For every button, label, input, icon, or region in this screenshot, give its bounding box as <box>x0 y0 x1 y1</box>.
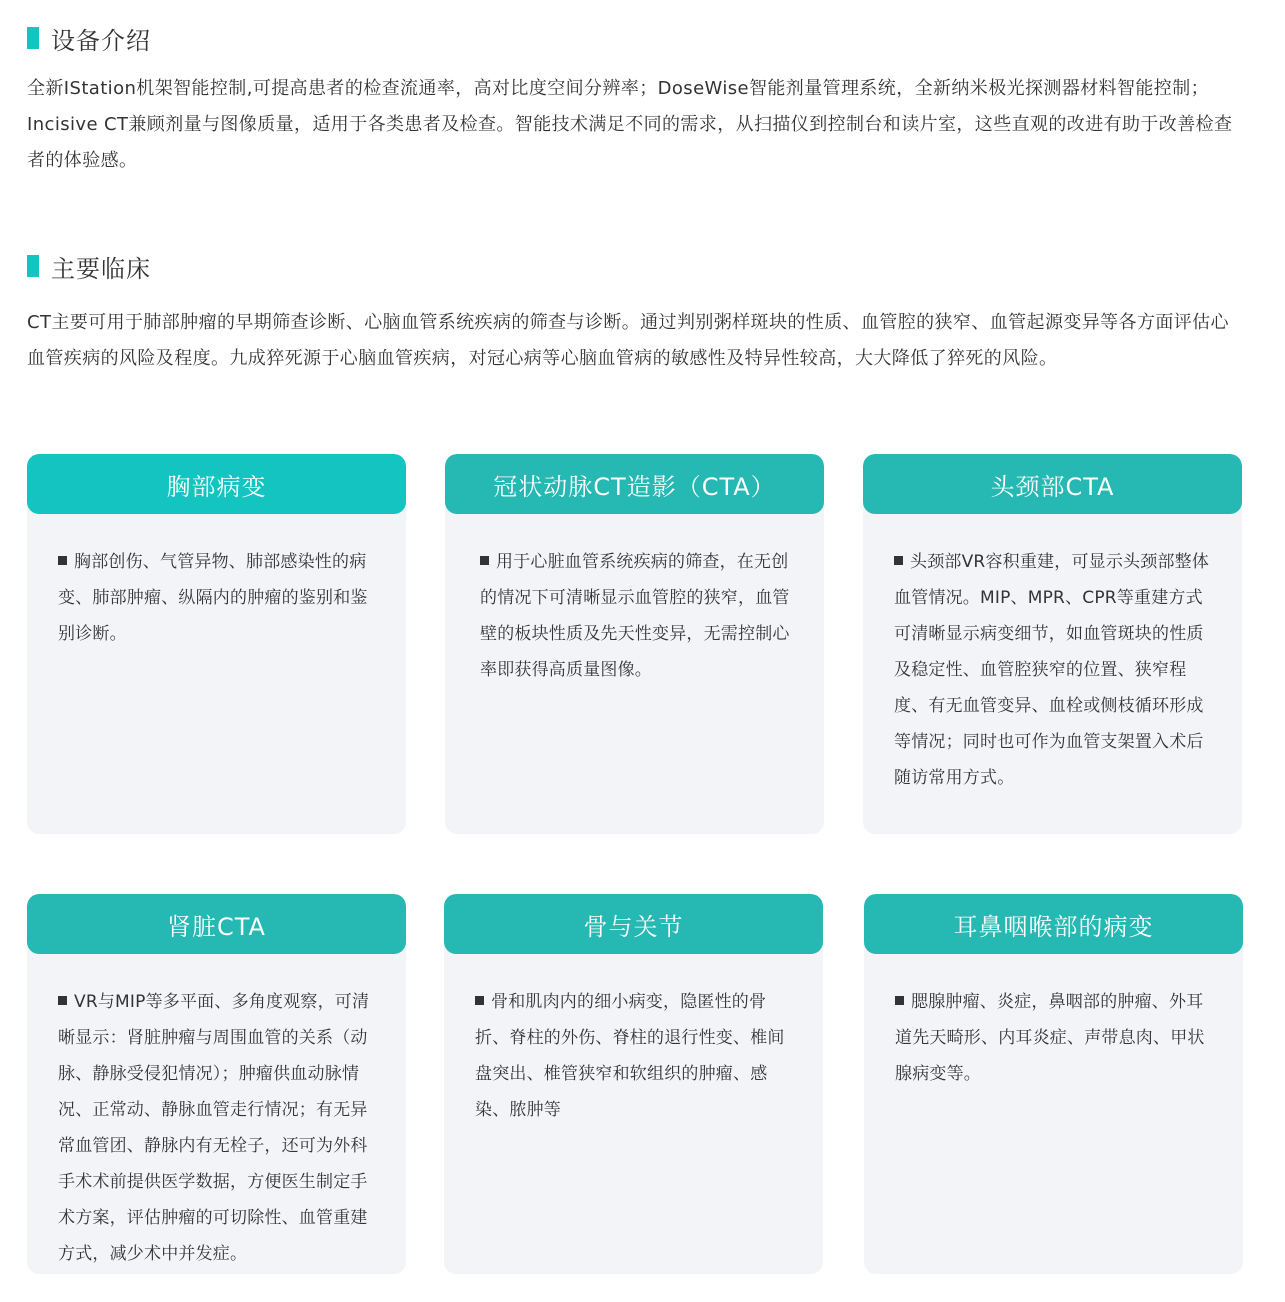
card-text: 胸部创伤、气管异物、肺部感染性的病变、肺部肿瘤、纵隔内的肿瘤的鉴别和鉴别诊断。 <box>58 552 368 644</box>
card-body <box>480 544 796 688</box>
square-bullet-icon <box>895 996 904 1005</box>
square-bullet-icon <box>894 556 903 565</box>
card-text: 腮腺肿瘤、炎症，鼻咽部的肿瘤、外耳道先天畸形、内耳炎症、声带息肉、甲状腺病变等。 <box>895 992 1205 1084</box>
card-body <box>58 544 378 652</box>
device-intro-paragraph: 全新IStation机架智能控制,可提高患者的检查流通率，高对比度空间分辨率；DoseWise智能剂量管理系统，全新纳米极光探测器材料智能控制； Incisive CT兼顾剂量与图像质量，适用于各类患者及检查。智能技术满足不同的需求，从扫描仪到控制台和读片室，这些直观的改进有助于改善检查者的体验感。 <box>27 78 1233 171</box>
square-bullet-icon <box>475 996 484 1005</box>
section-accent-bar <box>27 27 39 49</box>
section-title-text: 设备介绍 <box>51 26 151 55</box>
card-header: 头颈部CTA <box>863 454 1242 514</box>
card-header: 骨与关节 <box>444 894 823 954</box>
clinical-paragraph: CT主要可用于肺部肿瘤的早期筛查诊断、心脑血管系统疾病的筛查与诊断。通过判别粥样斑块的性质、血管腔的狭窄、血管起源变异等各方面评估心血管疾病的风险及程度。九成猝死源于心脑血管疾病，对冠心病等心脑血管病的敏感性及特异性较高，大大降低了猝死的风险。 <box>27 312 1229 369</box>
square-bullet-icon <box>58 556 67 565</box>
section-title-clinical <box>27 252 151 283</box>
card-kidney-cta <box>27 894 406 1274</box>
card-text: 头颈部VR容积重建，可显示头颈部整体血管情况。MIP、MPR、CPR等重建方式可清晰显示病变细节，如血管斑块的性质及稳定性、血管腔狭窄的位置、狭窄程度、有无血管变异、血栓或侧枝循环形成等情况；同时也可作为血管支架置入术后随访常用方式。 <box>894 552 1210 788</box>
card-head-neck-cta <box>863 454 1242 834</box>
card-header: 耳鼻咽喉部的病变 <box>864 894 1243 954</box>
card-ent <box>864 894 1243 1274</box>
card-bone-joint <box>444 894 823 1274</box>
square-bullet-icon <box>58 996 67 1005</box>
card-body <box>894 544 1214 796</box>
section-title-device-intro <box>27 24 151 55</box>
card-text: 骨和肌肉内的细小病变，隐匿性的骨折、脊柱的外伤、脊柱的退行性变、椎间盘突出、椎管狭窄和软组织的肿瘤、感染、脓肿等 <box>475 992 785 1120</box>
card-body <box>475 984 795 1128</box>
card-header: 冠状动脉CT造影（CTA） <box>445 454 824 514</box>
card-text: VR与MIP等多平面、多角度观察，可清晰显示：肾脏肿瘤与周围血管的关系（动脉、静脉受侵犯情况）；肿瘤供血动脉情况、正常动、静脉血管走行情况；有无异常血管团、静脉内有无栓子，还可为外科手术术前提供医学数据，方便医生制定手术方案，评估肿瘤的可切除性、血管重建方式，减少术中并发症。 <box>58 992 370 1264</box>
card-coronary-cta <box>445 454 824 834</box>
section-accent-bar <box>27 255 39 277</box>
card-chest <box>27 454 406 834</box>
card-body <box>58 984 378 1272</box>
card-header: 胸部病变 <box>27 454 406 514</box>
square-bullet-icon <box>480 556 489 565</box>
card-header: 肾脏CTA <box>27 894 406 954</box>
card-text: 用于心脏血管系统疾病的筛查，在无创的情况下可清晰显示血管腔的狭窄，血管壁的板块性质及先天性变异，无需控制心率即获得高质量图像。 <box>480 552 790 680</box>
card-body <box>895 984 1215 1092</box>
section-title-text: 主要临床 <box>51 254 151 283</box>
